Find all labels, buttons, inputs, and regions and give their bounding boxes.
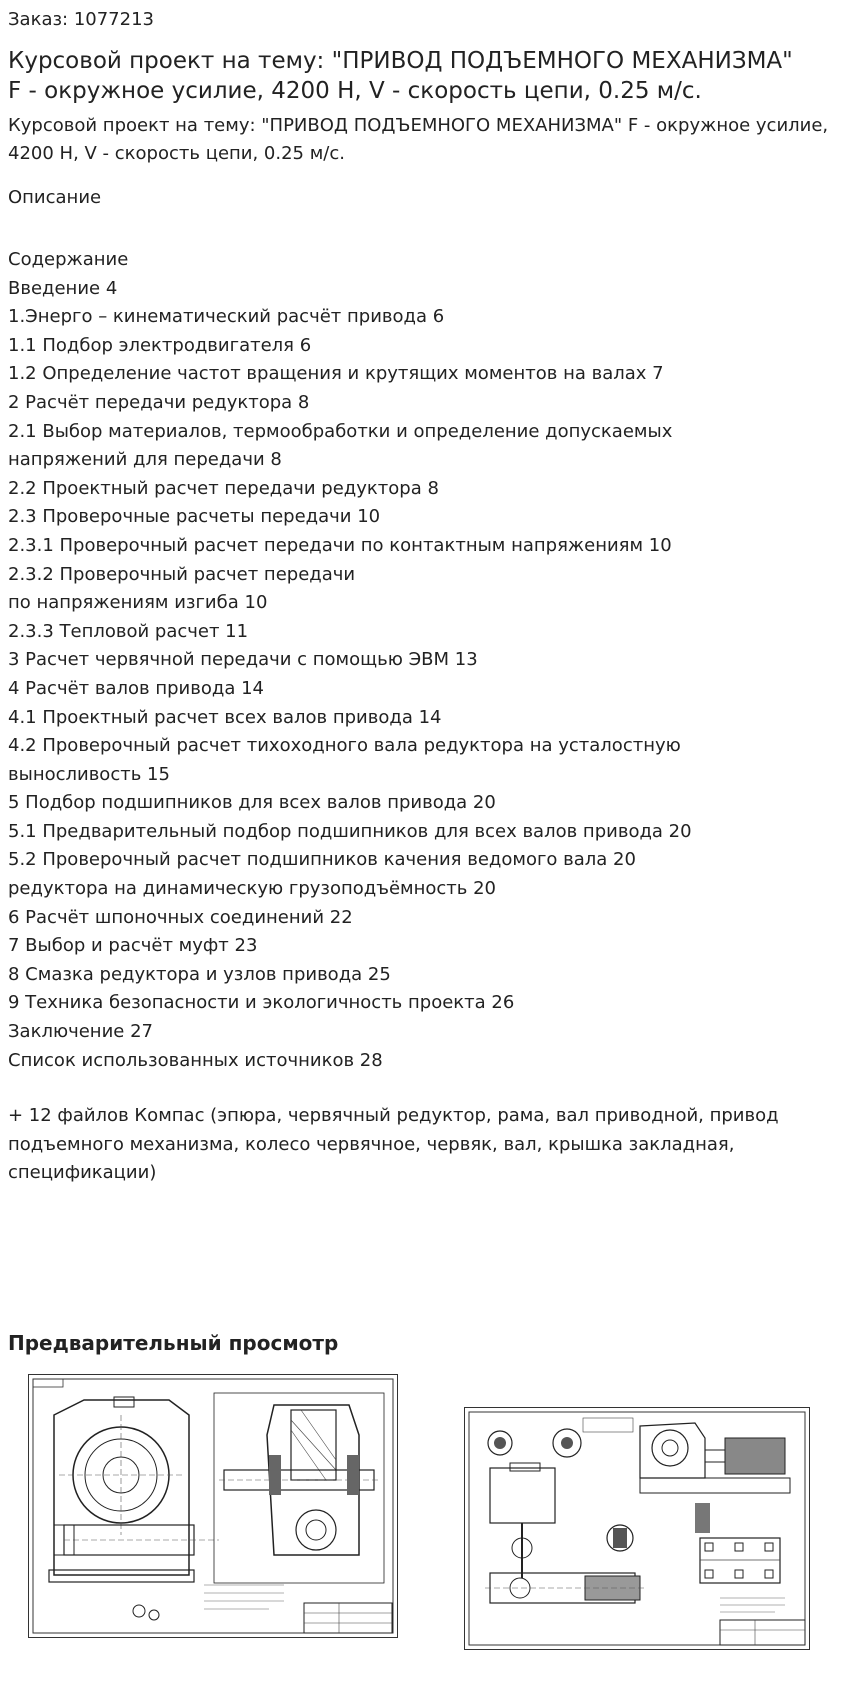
toc-item: напряжений для передачи 8	[8, 449, 282, 471]
toc-item: 2.3.3 Тепловой расчет 11	[8, 620, 249, 642]
toc-item: 5.1 Предварительный подбор подшипников для всех валов привода 20	[8, 820, 692, 842]
toc-item: 9 Техника безопасности и экологичность проекта 26	[8, 992, 515, 1014]
toc-item: 3 Расчет червячной передачи с помощью ЭВМ 13	[8, 649, 478, 671]
order-number: Заказ: 1077213	[8, 9, 154, 30]
toc-item: выносливость 15	[8, 763, 170, 785]
toc-item: Список использованных источников 28	[8, 1049, 383, 1071]
toc-item: Заключение 27	[8, 1021, 153, 1043]
subtitle: Курсовой проект на тему: "ПРИВОД ПОДЪЕМНОГО МЕХАНИЗМА" F - окружное усилие, 4200 Н, V - скорость цепи, 0.25 м/с.	[8, 115, 829, 164]
toc-item: 2.3 Проверочные расчеты передачи 10	[8, 506, 381, 528]
toc-item: редуктора на динамическую грузоподъёмность 20	[8, 878, 497, 900]
toc-item: Введение 4	[8, 277, 118, 299]
toc-item: 2 Расчёт передачи редуктора 8	[8, 391, 310, 413]
reducer-drawing-icon	[29, 1375, 397, 1637]
toc-item: 8 Смазка редуктора и узлов привода 25	[8, 963, 391, 985]
preview-image-reducer-drawing[interactable]	[28, 1374, 398, 1638]
toc-item: 7 Выбор и расчёт муфт 23	[8, 935, 258, 957]
title-line-2: F - окружное усилие, 4200 Н, V - скорость цепи, 0.25 м/с.	[8, 78, 702, 104]
toc-item: Содержание	[8, 249, 129, 270]
toc-item: 4.1 Проектный расчет всех валов привода 14	[8, 706, 442, 728]
toc-item: 6 Расчёт шпоночных соединений 22	[8, 906, 353, 928]
toc-item: 2.2 Проектный расчет передачи редуктора 8	[8, 477, 439, 499]
toc-item: 4.2 Проверочный расчет тихоходного вала редуктора на усталостную	[8, 735, 681, 757]
toc-item: 1.1 Подбор электродвигателя 6	[8, 334, 312, 356]
extra-files-note: + 12 файлов Компас (эпюра, червячный редуктор, рама, вал приводной, привод подъемного механизма, колесо червячное, червяк, вал, крышка закладная, спецификации)	[8, 1105, 779, 1184]
toc-item: 5.2 Проверочный расчет подшипников качения ведомого вала 20	[8, 849, 636, 871]
toc-item: 2.3.2 Проверочный расчет передачи	[8, 563, 356, 585]
preview-heading: Предварительный просмотр	[8, 1331, 339, 1355]
description-label: Описание	[8, 187, 102, 208]
page-title	[8, 46, 838, 106]
title-line-1: Курсовой проект на тему: "ПРИВОД ПОДЪЕМНОГО МЕХАНИЗМА"	[8, 48, 793, 74]
toc-item: 5 Подбор подшипников для всех валов привода 20	[8, 792, 496, 814]
toc-item: 1.Энерго – кинематический расчёт привода 6	[8, 306, 445, 328]
toc-item: 1.2 Определение частот вращения и крутящих моментов на валах 7	[8, 363, 664, 385]
toc-item: по напряжениям изгиба 10	[8, 592, 268, 614]
toc-item: 2.1 Выбор материалов, термообработки и определение допускаемых	[8, 420, 673, 442]
table-of-contents	[8, 246, 838, 1075]
toc-item: 4 Расчёт валов привода 14	[8, 677, 264, 699]
preview-image-drive-assembly[interactable]	[464, 1407, 810, 1650]
toc-item: 2.3.1 Проверочный расчет передачи по контактным напряжениям 10	[8, 534, 672, 556]
drive-assembly-drawing-icon	[465, 1408, 809, 1649]
